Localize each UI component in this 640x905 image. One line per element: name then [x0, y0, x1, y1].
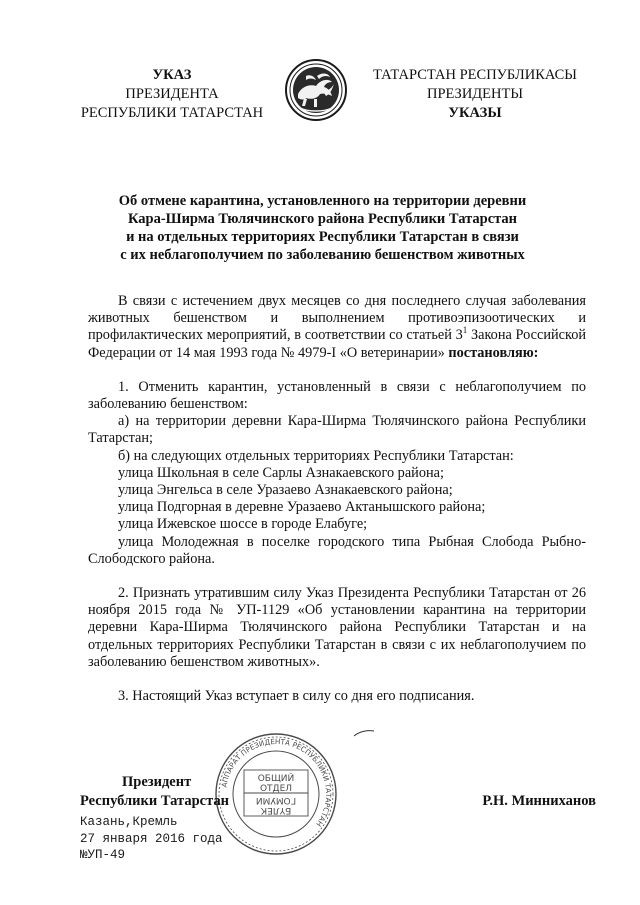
item-2: 2. Признать утратившим силу Указ Президента Республики Татарстан от 26 ноября 2015 года № УП-1129 «Об установлении карантина на территории деревни Кара-Ширма Тюлячинского района Республики Татарстан и на отдельных территориях Республики Татарстан в связи с их неблагополучием по заболеванию бешенством животных». [88, 585, 586, 670]
signature-title-line-1: Президент [122, 774, 192, 790]
decree-body [88, 293, 586, 705]
tatarstan-coat-of-arms-icon [284, 58, 348, 122]
official-stamp-icon [214, 732, 338, 856]
stamp-line-2: ОТДЕЛ [259, 784, 293, 794]
item-1b: б) на следующих отдельных территориях Республики Татарстан: [118, 447, 514, 464]
registration-block [80, 814, 223, 864]
header-left-line-2: ПРЕЗИДЕНТА [125, 86, 219, 102]
street-3: улица Подгорная в деревне Уразаево Актанышского района; [118, 499, 486, 516]
street-4: улица Ижевское шоссе в городе Елабуге; [118, 516, 368, 533]
registration-number: №УП-49 [80, 848, 126, 862]
preamble-paragraph [88, 293, 586, 362]
header-right-line-1: ТАТАРСТАН РЕСПУБЛИКАСЫ [373, 67, 577, 83]
header-right-line-3: УКАЗЫ [448, 105, 502, 121]
street-2: улица Энгельса в селе Уразаево Азнакаевского района; [118, 482, 453, 499]
registration-date: 27 января 2016 года [80, 831, 223, 846]
item-3: 3. Настоящий Указ вступает в силу со дня его подписания. [118, 688, 475, 705]
preamble-text-1: В связи с истечением двух месяцев со дня последнего случая заболевания животных бешенством и выполнением противоэпизоотических и профилактических мероприятий, в соответствии со статьей 3 [88, 293, 586, 344]
header-left-line-1: УКАЗ [152, 67, 192, 83]
stamp-ring-text: АППАРАТ ПРЕЗИДЕНТА РЕСПУБЛИКИ ТАТАРСТАН [219, 736, 334, 829]
header-russian [62, 66, 282, 123]
preamble-superscript: 1 [462, 325, 468, 336]
item-1: 1. Отменить карантин, установленный в связи с неблагополучием по заболеванию бешенством: [88, 378, 586, 413]
decree-word: постановляю: [448, 344, 539, 361]
street-1: улица Школьная в селе Сарлы Азнакаевского района; [118, 464, 444, 481]
header-right-line-2: ПРЕЗИДЕНТЫ [426, 86, 524, 102]
signature-title-line-2: Республики Татарстан [80, 793, 229, 809]
stamp-line-1: ОБЩИЙ [257, 774, 295, 784]
title-line-4: с их неблагополучием по заболеванию бешенством животных [120, 247, 525, 263]
preamble-text-2: Закона Российской Федерации от 14 мая 1993 года № 4979-I «О ветеринарии» [88, 327, 586, 361]
stamp-line-4: БҮЛЕК [260, 805, 292, 815]
title-line-2: Кара-Ширма Тюлячинского района Республики Татарстан [127, 211, 518, 227]
signature-title [80, 773, 229, 811]
header-left-line-3: РЕСПУБЛИКИ ТАТАРСТАН [80, 105, 264, 121]
stamp-line-3: ГОМУМИ [255, 795, 297, 805]
header-tatar [350, 66, 600, 123]
item-1a: а) на территории деревни Кара-Ширма Тюлячинского района Республики Татарстан; [88, 413, 586, 447]
decree-title [80, 192, 565, 264]
pen-mark [352, 728, 376, 738]
title-line-3: и на отдельных территориях Республики Татарстан в связи [126, 229, 519, 245]
title-line-1: Об отмене карантина, установленного на территории деревни [118, 193, 527, 209]
signatory-name: Р.Н. Минниханов [482, 793, 596, 809]
registration-place: Казань,Кремль [80, 815, 178, 829]
street-5: улица Молодежная в поселке городского типа Рыбная Слобода Рыбно-Слободского района. [88, 533, 586, 567]
